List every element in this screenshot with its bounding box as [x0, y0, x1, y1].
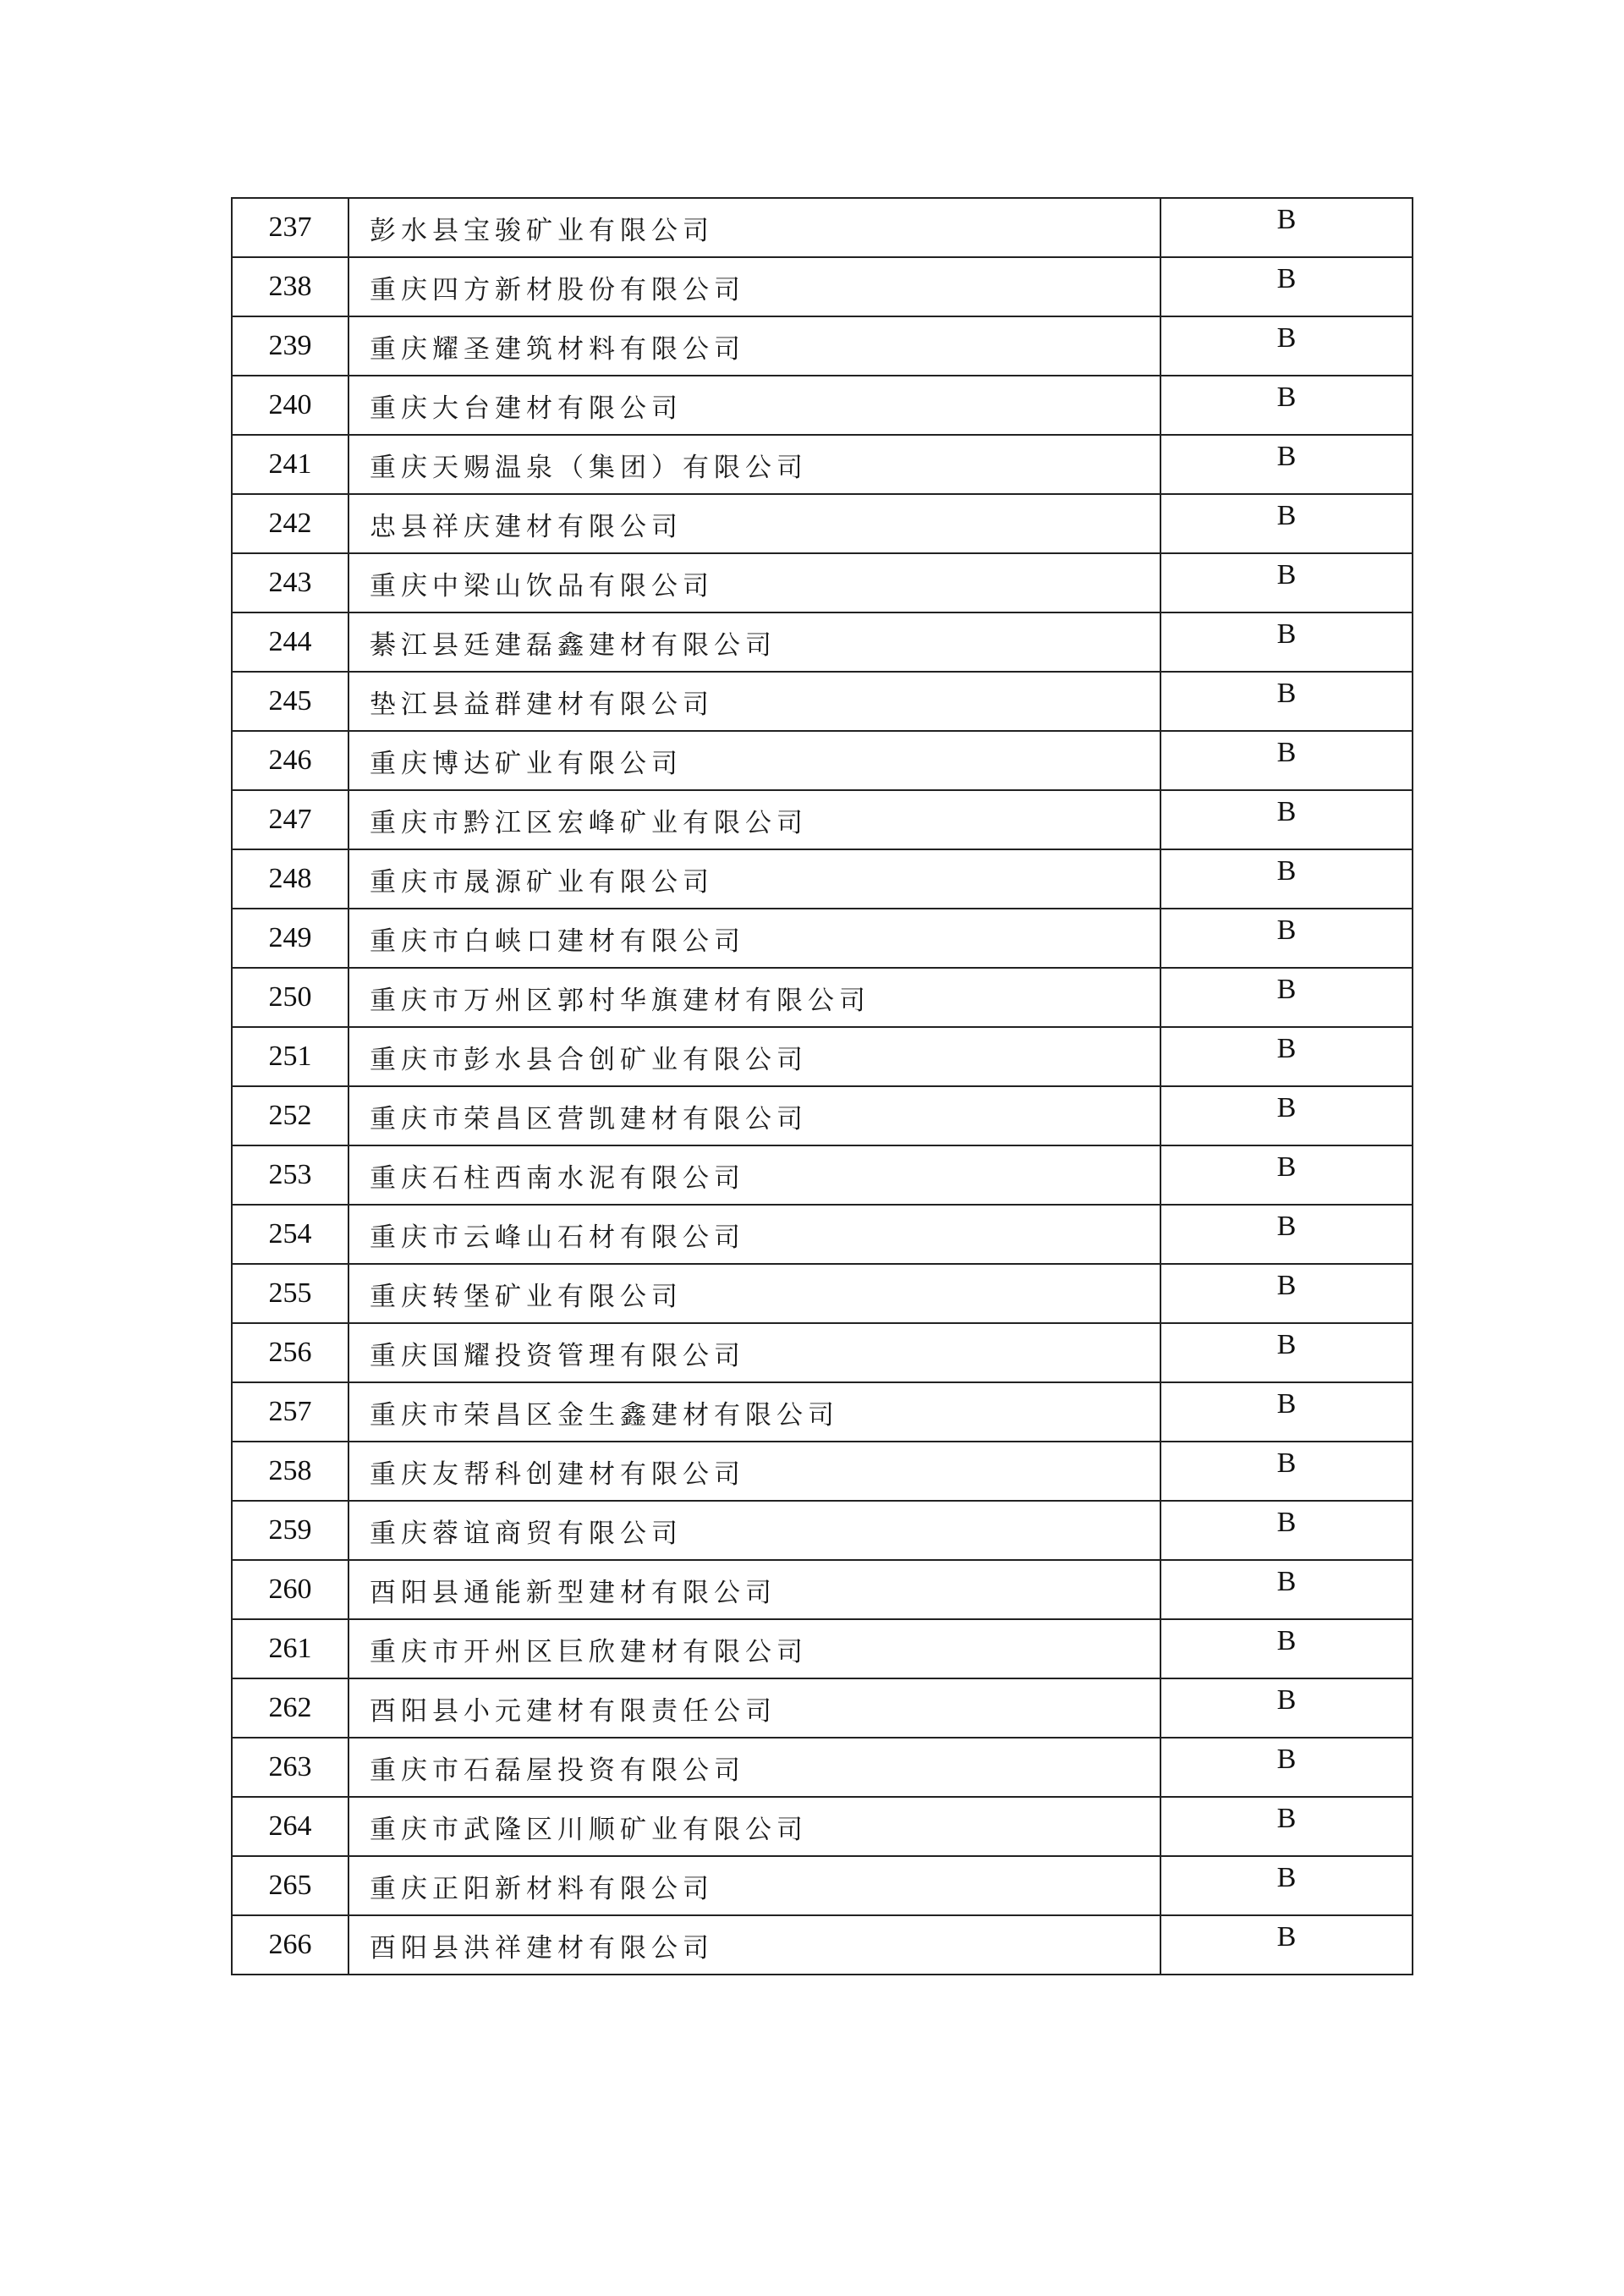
company-name-cell: 重庆市荣昌区营凯建材有限公司 [348, 1086, 1160, 1145]
grade-cell: B [1160, 1501, 1413, 1560]
row-number-cell: 240 [232, 376, 348, 435]
table-row [232, 1027, 1413, 1086]
row-number-cell: 255 [232, 1264, 348, 1323]
company-name-cell: 重庆市武隆区川顺矿业有限公司 [348, 1797, 1160, 1856]
table-row [232, 1145, 1413, 1205]
company-name-cell: 重庆友帮科创建材有限公司 [348, 1442, 1160, 1501]
table-row [232, 435, 1413, 494]
grade-cell: B [1160, 316, 1413, 376]
table-row [232, 1619, 1413, 1678]
table-row [232, 612, 1413, 672]
table-row [232, 1323, 1413, 1382]
row-number-cell: 259 [232, 1501, 348, 1560]
company-name-cell: 重庆市黔江区宏峰矿业有限公司 [348, 790, 1160, 849]
company-name-cell: 忠县祥庆建材有限公司 [348, 494, 1160, 553]
grade-cell: B [1160, 1027, 1413, 1086]
table-row [232, 1442, 1413, 1501]
row-number-cell: 257 [232, 1382, 348, 1442]
company-name-cell: 重庆市白峡口建材有限公司 [348, 909, 1160, 968]
grade-cell: B [1160, 849, 1413, 909]
company-name-cell: 重庆市荣昌区金生鑫建材有限公司 [348, 1382, 1160, 1442]
grade-cell: B [1160, 1856, 1413, 1915]
company-name-cell: 酉阳县通能新型建材有限公司 [348, 1560, 1160, 1619]
table-row [232, 1086, 1413, 1145]
table-row [232, 1560, 1413, 1619]
table-row [232, 257, 1413, 316]
row-number-cell: 252 [232, 1086, 348, 1145]
grade-cell: B [1160, 1738, 1413, 1797]
row-number-cell: 262 [232, 1678, 348, 1738]
row-number-cell: 239 [232, 316, 348, 376]
row-number-cell: 265 [232, 1856, 348, 1915]
enterprise-grade-table [231, 197, 1413, 1975]
row-number-cell: 241 [232, 435, 348, 494]
grade-cell: B [1160, 494, 1413, 553]
grade-cell: B [1160, 672, 1413, 731]
table-row [232, 672, 1413, 731]
grade-cell: B [1160, 257, 1413, 316]
grade-cell: B [1160, 1915, 1413, 1975]
company-name-cell: 重庆市云峰山石材有限公司 [348, 1205, 1160, 1264]
row-number-cell: 250 [232, 968, 348, 1027]
grade-cell: B [1160, 1264, 1413, 1323]
company-name-cell: 重庆博达矿业有限公司 [348, 731, 1160, 790]
grade-cell: B [1160, 198, 1413, 257]
grade-cell: B [1160, 1797, 1413, 1856]
row-number-cell: 253 [232, 1145, 348, 1205]
company-name-cell: 重庆市万州区郭村华旗建材有限公司 [348, 968, 1160, 1027]
row-number-cell: 242 [232, 494, 348, 553]
company-name-cell: 重庆石柱西南水泥有限公司 [348, 1145, 1160, 1205]
table-row [232, 1738, 1413, 1797]
row-number-cell: 246 [232, 731, 348, 790]
table-row [232, 1205, 1413, 1264]
table-row [232, 790, 1413, 849]
row-number-cell: 258 [232, 1442, 348, 1501]
grade-cell: B [1160, 1678, 1413, 1738]
row-number-cell: 266 [232, 1915, 348, 1975]
grade-cell: B [1160, 1205, 1413, 1264]
company-name-cell: 垫江县益群建材有限公司 [348, 672, 1160, 731]
grade-cell: B [1160, 435, 1413, 494]
company-name-cell: 重庆市开州区巨欣建材有限公司 [348, 1619, 1160, 1678]
company-name-cell: 重庆天赐温泉（集团）有限公司 [348, 435, 1160, 494]
row-number-cell: 245 [232, 672, 348, 731]
table-row [232, 1797, 1413, 1856]
company-name-cell: 重庆耀圣建筑材料有限公司 [348, 316, 1160, 376]
table-row [232, 494, 1413, 553]
grade-cell: B [1160, 1560, 1413, 1619]
grade-cell: B [1160, 612, 1413, 672]
table-row [232, 376, 1413, 435]
row-number-cell: 254 [232, 1205, 348, 1264]
table-row [232, 1382, 1413, 1442]
table-row [232, 1915, 1413, 1975]
table-row [232, 909, 1413, 968]
company-name-cell: 酉阳县小元建材有限责任公司 [348, 1678, 1160, 1738]
grade-cell: B [1160, 376, 1413, 435]
row-number-cell: 251 [232, 1027, 348, 1086]
grade-cell: B [1160, 731, 1413, 790]
company-name-cell: 重庆市彭水县合创矿业有限公司 [348, 1027, 1160, 1086]
table-row [232, 316, 1413, 376]
company-name-cell: 重庆蓉谊商贸有限公司 [348, 1501, 1160, 1560]
grade-cell: B [1160, 968, 1413, 1027]
company-name-cell: 重庆转堡矿业有限公司 [348, 1264, 1160, 1323]
row-number-cell: 244 [232, 612, 348, 672]
company-name-cell: 彭水县宝骏矿业有限公司 [348, 198, 1160, 257]
table-row [232, 849, 1413, 909]
row-number-cell: 256 [232, 1323, 348, 1382]
grade-cell: B [1160, 1086, 1413, 1145]
table-body [232, 198, 1413, 1975]
grade-cell: B [1160, 1619, 1413, 1678]
row-number-cell: 247 [232, 790, 348, 849]
row-number-cell: 263 [232, 1738, 348, 1797]
company-name-cell: 重庆市石磊屋投资有限公司 [348, 1738, 1160, 1797]
table-row [232, 1501, 1413, 1560]
row-number-cell: 249 [232, 909, 348, 968]
company-name-cell: 酉阳县洪祥建材有限公司 [348, 1915, 1160, 1975]
table-row [232, 1856, 1413, 1915]
grade-cell: B [1160, 909, 1413, 968]
table-row [232, 1264, 1413, 1323]
company-name-cell: 綦江县廷建磊鑫建材有限公司 [348, 612, 1160, 672]
table-row [232, 198, 1413, 257]
table-row [232, 1678, 1413, 1738]
row-number-cell: 260 [232, 1560, 348, 1619]
grade-cell: B [1160, 1145, 1413, 1205]
company-name-cell: 重庆大台建材有限公司 [348, 376, 1160, 435]
row-number-cell: 248 [232, 849, 348, 909]
grade-cell: B [1160, 1323, 1413, 1382]
row-number-cell: 243 [232, 553, 348, 612]
table-row [232, 553, 1413, 612]
company-name-cell: 重庆国耀投资管理有限公司 [348, 1323, 1160, 1382]
table-row [232, 731, 1413, 790]
grade-cell: B [1160, 1442, 1413, 1501]
row-number-cell: 261 [232, 1619, 348, 1678]
company-name-cell: 重庆正阳新材料有限公司 [348, 1856, 1160, 1915]
company-name-cell: 重庆市晟源矿业有限公司 [348, 849, 1160, 909]
grade-cell: B [1160, 790, 1413, 849]
company-name-cell: 重庆四方新材股份有限公司 [348, 257, 1160, 316]
row-number-cell: 238 [232, 257, 348, 316]
row-number-cell: 237 [232, 198, 348, 257]
company-name-cell: 重庆中梁山饮品有限公司 [348, 553, 1160, 612]
table-row [232, 968, 1413, 1027]
grade-cell: B [1160, 1382, 1413, 1442]
grade-cell: B [1160, 553, 1413, 612]
row-number-cell: 264 [232, 1797, 348, 1856]
